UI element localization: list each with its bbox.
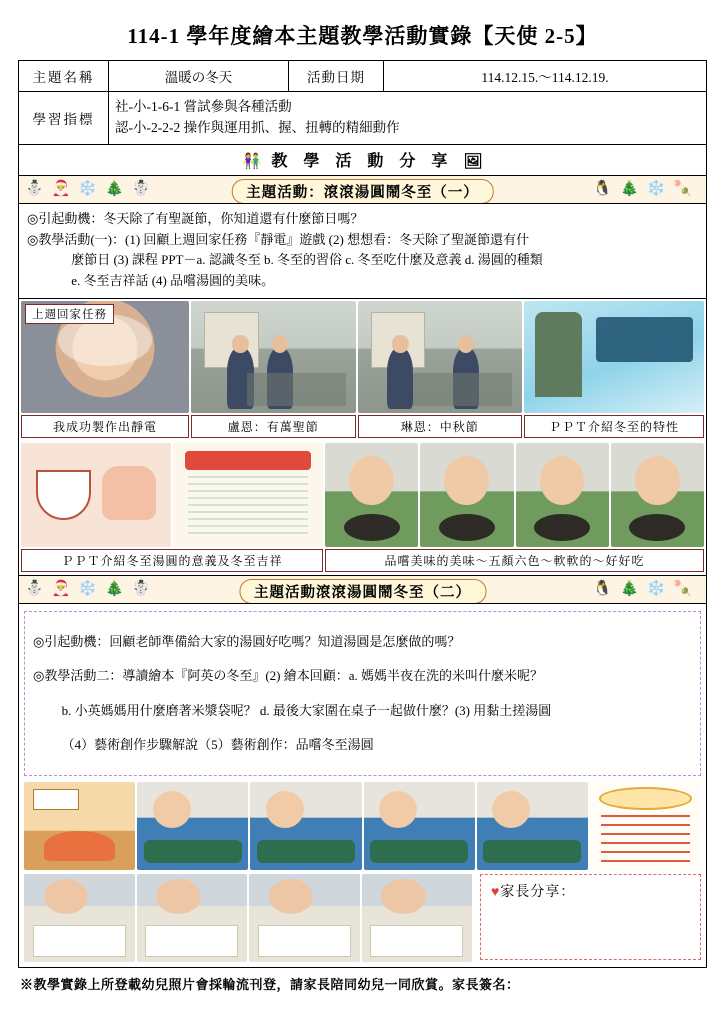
photo-clay-rolling-2 bbox=[477, 782, 588, 870]
theme-value: 溫暖の冬天 bbox=[109, 61, 289, 92]
guide-label: 學習指標 bbox=[19, 92, 109, 145]
picture-icon: 🖼 bbox=[463, 153, 483, 170]
footer-note: ※教學實錄上所登載幼兒照片會採輪流刊登，請家長陪同幼兒一同欣賞。家長簽名： bbox=[20, 976, 520, 992]
photo-strip-1 bbox=[19, 299, 706, 415]
share-bar-text: 教 學 活 動 分 享 bbox=[271, 152, 454, 170]
caption-tasting: 品嚐美味的美味～五顏六色～軟軟的～好好吃 bbox=[325, 549, 704, 572]
guide-values bbox=[109, 92, 707, 145]
s1-line-2: ◎教學活動(一)：(1) 回顧上週回家任務『靜電』遊戲 (2) 想想看：冬天除了聖誕節還有什 bbox=[27, 231, 530, 247]
guide-line-2: 認-小-2-2-2 操作與運用抓、握、扭轉的精細動作 bbox=[115, 119, 400, 135]
band2-right-deco: 🐧🎄❄️🍡 bbox=[593, 581, 700, 598]
caption-row-1 bbox=[19, 415, 706, 441]
photo-art-creation-2 bbox=[137, 874, 248, 962]
s2-line-1: ◎引起動機：回顧老師準備給大家的湯圓好吃嗎？知道湯圓是怎麼做的嗎？ bbox=[33, 634, 461, 650]
homework-tag: 上週回家任務 bbox=[25, 304, 114, 324]
table-row bbox=[19, 92, 707, 145]
photo-kid-eating-2 bbox=[420, 443, 513, 547]
s1-line-4: e. 冬至吉祥話 (4) 品嚐湯圓的美味。 bbox=[71, 273, 275, 289]
photo-classroom-lusi bbox=[191, 301, 356, 413]
band2-left-deco: ⛄🎅❄️🎄☃️ bbox=[25, 581, 159, 598]
section-1-band bbox=[18, 176, 707, 204]
parent-share-box[interactable] bbox=[480, 874, 701, 960]
date-label: 活動日期 bbox=[289, 61, 384, 92]
s2-line-2: ◎教學活動二：導讀繪本『阿英の冬至』(2) 繪本回顧：a. 媽媽半夜在洗的米叫什麼米呢？ bbox=[33, 668, 544, 684]
photo-story-time-1 bbox=[137, 782, 248, 870]
caption-lusi: 盧恩：有萬聖節 bbox=[191, 415, 356, 438]
guide-line-1: 社-小-1-6-1 嘗試參與各種活動 bbox=[115, 99, 292, 114]
band-left-deco: ⛄🎅❄️🎄☃️ bbox=[25, 180, 159, 197]
caption-row-2 bbox=[19, 549, 706, 575]
photo-strip-2 bbox=[19, 441, 706, 549]
section-1-title: 主題活動：滾滾湯圓鬧冬至（一） bbox=[231, 179, 494, 204]
caption-ppt-winter: ＰＰＴ介紹冬至的特性 bbox=[524, 415, 704, 438]
s2-line-3: b. 小英媽媽用什麼磨著米漿袋呢？ d. 最後大家圍在桌子一起做什麼？(3) 用黏土搓湯圓 bbox=[61, 702, 552, 718]
photo-ppt-tangyuan bbox=[21, 443, 171, 547]
photo-kid-eating-3 bbox=[516, 443, 609, 547]
s1-line-1: ◎引起動機：冬天除了有聖誕節，你知道還有什麼節日嗎？ bbox=[27, 210, 364, 226]
photo-strip-4 bbox=[22, 872, 703, 964]
section-1-text bbox=[18, 204, 707, 299]
parent-share-label: 家長分享： bbox=[500, 884, 576, 900]
section-2-text bbox=[24, 611, 701, 776]
photo-book-cover bbox=[24, 782, 135, 870]
table-row bbox=[19, 61, 707, 92]
photo-art-creation-3 bbox=[249, 874, 360, 962]
section-2-title: 主題活動滾滾湯圓鬧冬至（二） bbox=[239, 579, 486, 604]
theme-label: 主題名稱 bbox=[19, 61, 109, 92]
photo-ppt-lucky-words bbox=[173, 443, 323, 547]
people-icon: 👫 bbox=[242, 153, 262, 170]
caption-homework: 我成功製作出靜電 bbox=[21, 415, 189, 438]
photo-clay-rolling-1 bbox=[364, 782, 475, 870]
photo-classroom-linen bbox=[358, 301, 523, 413]
photo-story-time-2 bbox=[250, 782, 361, 870]
heart-icon: ♥ bbox=[491, 884, 501, 900]
section-2-band bbox=[18, 576, 707, 604]
section-2-body bbox=[18, 604, 707, 968]
band-right-deco: 🐧🎄❄️🍡 bbox=[593, 180, 700, 197]
s1-line-3: 麼節日 (3) 課程 PPT－a. 認識冬至 b. 冬至的習俗 c. 冬至吃什麼及意義 d. 湯圓的種類 bbox=[71, 252, 543, 268]
teaching-share-bar bbox=[18, 145, 707, 176]
photo-art-creation-4 bbox=[362, 874, 473, 962]
parent-share-area bbox=[474, 874, 701, 962]
section-1-photos bbox=[18, 299, 707, 576]
date-value: 114.12.15.～114.12.19. bbox=[384, 61, 707, 92]
meta-table bbox=[18, 60, 707, 145]
photo-kid-eating-4 bbox=[611, 443, 704, 547]
caption-ppt-meaning: ＰＰＴ介紹冬至湯圓的意義及冬至吉祥 bbox=[21, 549, 323, 572]
photo-steps-whiteboard bbox=[590, 782, 701, 870]
photo-art-creation-1 bbox=[24, 874, 135, 962]
page-title: 114-1 學年度繪本主題教學活動實錄【天使 2-5】 bbox=[127, 24, 598, 48]
caption-linen: 琳恩：中秋節 bbox=[358, 415, 523, 438]
photo-ppt-winter bbox=[524, 301, 704, 413]
s2-line-4: （4）藝術創作步驟解說（5）藝術創作：品嚐冬至湯圓 bbox=[61, 737, 374, 753]
photo-strip-3 bbox=[22, 780, 703, 872]
photo-kid-eating-1 bbox=[325, 443, 418, 547]
photo-homework-girl bbox=[21, 301, 189, 413]
